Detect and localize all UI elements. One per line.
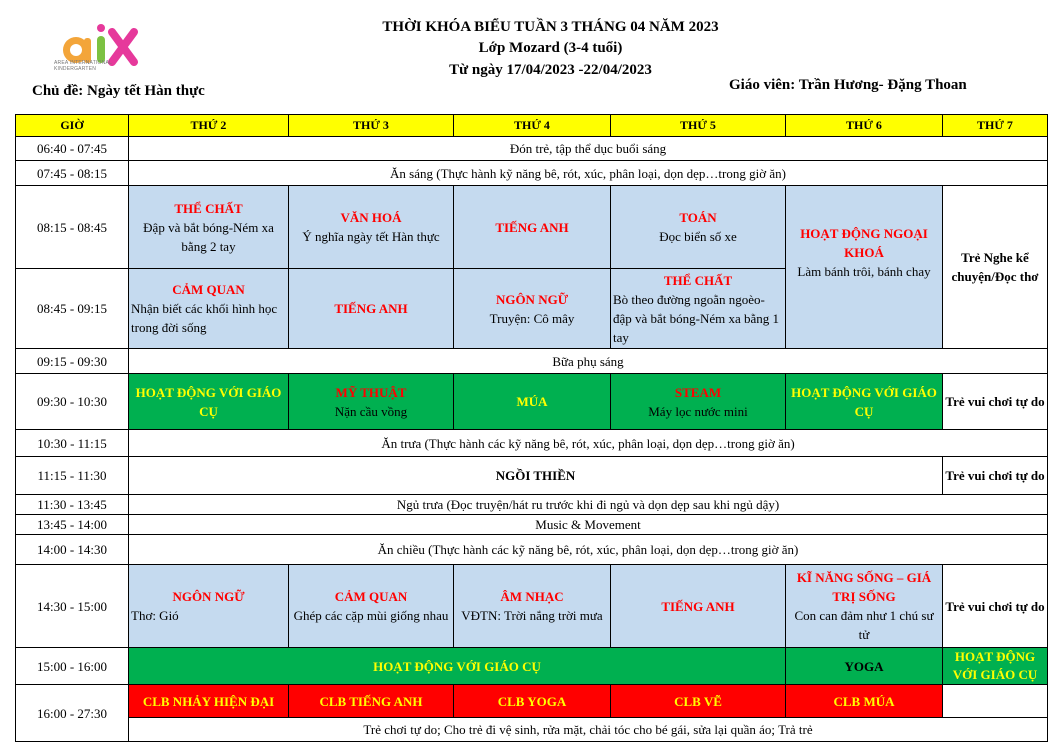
lesson-title: MỸ THUẬT	[335, 384, 407, 400]
activity-cell	[129, 648, 786, 685]
page-title: THỜI KHÓA BIỂU TUẦN 3 THÁNG 04 NĂM 2023	[382, 19, 719, 35]
lesson-detail: Ý nghĩa ngày tết Hàn thực	[302, 229, 440, 244]
lesson-detail: Đọc biển số xe	[659, 229, 737, 244]
activity-cell: Ăn trưa (Thực hành các kỹ năng bê, rót, xúc, phân loại, dọn dẹp…trong giờ ăn)	[129, 430, 1048, 457]
lesson-title: KĨ NĂNG SỐNG – GIÁ TRỊ SỐNG	[796, 570, 932, 604]
col-thu: THỨ 5	[611, 115, 786, 137]
lesson-cell	[454, 565, 611, 648]
lesson-title: TIẾNG ANH	[661, 598, 735, 614]
timetable	[15, 114, 1048, 742]
lesson-title: THỂ CHẤT	[663, 272, 733, 288]
table-row	[16, 495, 1048, 515]
lesson-detail: Đập và bắt bóng-Ném xa bằng 2 tay	[143, 219, 274, 254]
topic-label: Chủ đề: Ngày tết Hàn thực	[32, 83, 205, 99]
lesson-cell	[611, 565, 786, 648]
time-cell: 08:45 - 09:15	[16, 269, 129, 349]
col-mon: THỨ 2	[129, 115, 289, 137]
lesson-detail: Thơ: Gió	[131, 608, 179, 623]
table-row	[16, 685, 1048, 718]
club-label: CLB TIẾNG ANH	[319, 693, 423, 709]
time-cell: 11:30 - 13:45	[16, 495, 129, 515]
lesson-cell	[454, 269, 611, 349]
lesson-cell	[786, 565, 943, 648]
activity-cell: YOGA	[786, 648, 943, 685]
lesson-title: CẢM QUAN	[334, 589, 408, 604]
time-cell: 09:30 - 10:30	[16, 374, 129, 430]
lesson-title: ÂM NHẠC	[500, 589, 564, 604]
time-cell: 15:00 - 16:00	[16, 648, 129, 685]
club-label: CLB MÚA	[833, 693, 895, 709]
activity-cell: Ăn chiều (Thực hành các kỹ năng bê, rót, xúc, phân loại, dọn dẹp…trong giờ ăn)	[129, 535, 1048, 565]
time-cell: 09:15 - 09:30	[16, 349, 129, 374]
time-cell: 08:15 - 08:45	[16, 186, 129, 269]
activity-title: HOẠT ĐỘNG VỚI GIÁO CỤ	[952, 649, 1038, 682]
lesson-title: TIẾNG ANH	[495, 219, 569, 235]
lesson-title: NGÔN NGỮ	[495, 291, 569, 307]
club-label: CLB YOGA	[497, 693, 567, 709]
lesson-cell	[129, 269, 289, 349]
class-line: Lớp Mozard (3-4 tuổi)	[478, 40, 623, 56]
lesson-cell	[454, 186, 611, 269]
header-row	[16, 115, 1048, 137]
activity-cell: Music & Movement	[129, 515, 1048, 535]
club-cell	[611, 685, 786, 718]
lesson-cell	[611, 186, 786, 269]
activity-cell: Trẻ chơi tự do; Cho trẻ đi vệ sinh, rửa mặt, chải tóc cho bé gái, sửa lại quần áo; Trả trẻ	[129, 718, 1048, 742]
col-fri: THỨ 6	[786, 115, 943, 137]
time-cell: 13:45 - 14:00	[16, 515, 129, 535]
table-row	[16, 535, 1048, 565]
lesson-cell	[454, 374, 611, 430]
activity-title: HOẠT ĐỘNG VỚI GIÁO CỤ	[373, 658, 541, 674]
lesson-title: NGÔN NGỮ	[172, 589, 245, 604]
lesson-title: TIẾNG ANH	[334, 301, 408, 316]
time-cell: 11:15 - 11:30	[16, 457, 129, 495]
logo-subtitle: AREA INTERNATIONAL KINDERGARTEN	[54, 60, 112, 72]
table-row	[16, 137, 1048, 161]
col-time: GIỜ	[16, 115, 129, 137]
table-row	[16, 718, 1048, 742]
lesson-title: CẢM QUAN	[172, 282, 245, 297]
club-label: CLB NHẢY HIỆN ĐẠI	[142, 693, 275, 709]
table-row	[16, 374, 1048, 430]
table-row	[16, 186, 1048, 269]
lesson-title: VĂN HOÁ	[340, 210, 402, 225]
lesson-cell	[786, 186, 943, 349]
col-sat: THỨ 7	[943, 115, 1048, 137]
lesson-title: HOẠT ĐỘNG VỚI GIÁO CỤ	[791, 384, 937, 419]
club-cell	[454, 685, 611, 718]
date-range: Từ ngày 17/04/2023 -22/04/2023	[449, 62, 652, 78]
lesson-cell	[786, 374, 943, 430]
lesson-cell	[129, 186, 289, 269]
lesson-title: THỂ CHẤT	[174, 200, 243, 216]
empty-cell	[943, 685, 1048, 718]
time-cell: 07:45 - 08:15	[16, 161, 129, 186]
lesson-detail: Nhận biết các khối hình học trong đời sống	[131, 301, 278, 335]
time-cell: 10:30 - 11:15	[16, 430, 129, 457]
lesson-detail: Nặn cầu vồng	[334, 403, 408, 419]
col-tue: THỨ 3	[289, 115, 454, 137]
time-cell: 06:40 - 07:45	[16, 137, 129, 161]
lesson-detail: Con can đảm như 1 chú sư tử	[794, 608, 934, 642]
activity-cell: Đón trẻ, tập thể dục buổi sáng	[129, 137, 1048, 161]
club-cell	[289, 685, 454, 718]
lesson-cell	[129, 565, 289, 648]
lesson-detail: Làm bánh trôi, bánh chay	[797, 263, 931, 279]
lesson-cell	[611, 374, 786, 430]
saturday-cell: Trẻ vui chơi tự do	[943, 457, 1048, 495]
teacher-label: Giáo viên: Trần Hương- Đặng Thoan	[729, 77, 967, 93]
col-wed: THỨ 4	[454, 115, 611, 137]
saturday-cell: Trẻ vui chơi tự do	[943, 374, 1048, 430]
lesson-cell	[289, 565, 454, 648]
saturday-cell	[943, 648, 1048, 685]
saturday-cell: Trẻ Nghe kể chuyện/Đọc thơ	[943, 186, 1048, 349]
table-row	[16, 565, 1048, 648]
table-row	[16, 430, 1048, 457]
club-label: CLB VẼ	[674, 693, 722, 709]
time-cell: 16:00 - 27:30	[16, 685, 129, 742]
lesson-title: STEAM	[674, 384, 722, 400]
lesson-cell	[289, 269, 454, 349]
table-row	[16, 648, 1048, 685]
lesson-detail: Máy lọc nước mini	[648, 403, 748, 419]
lesson-title: TOÁN	[679, 210, 717, 225]
time-cell: 14:30 - 15:00	[16, 565, 129, 648]
saturday-cell: Trẻ vui chơi tự do	[943, 565, 1048, 648]
table-row	[16, 161, 1048, 186]
table-row	[16, 457, 1048, 495]
club-cell	[786, 685, 943, 718]
lesson-title: HOẠT ĐỘNG NGOẠI KHOÁ	[800, 225, 928, 260]
activity-cell: Bữa phụ sáng	[129, 349, 1048, 374]
activity-cell: NGỒI THIỀN	[129, 457, 943, 495]
time-cell: 14:00 - 14:30	[16, 535, 129, 565]
lesson-cell	[611, 269, 786, 349]
club-cell	[129, 685, 289, 718]
activity-cell: Ăn sáng (Thực hành kỹ năng bê, rót, xúc, phân loại, dọn dẹp…trong giờ ăn)	[129, 161, 1048, 186]
activity-cell: Ngủ trưa (Đọc truyện/hát ru trước khi đi ngủ và dọn dẹp sau khi ngủ dậy)	[129, 495, 1048, 515]
lesson-cell	[289, 374, 454, 430]
lesson-title: HOẠT ĐỘNG VỚI GIÁO CỤ	[135, 384, 282, 419]
lesson-detail: Truyện: Cô mây	[489, 310, 575, 326]
lesson-cell	[289, 186, 454, 269]
lesson-detail: Ghép các cặp mùi giống nhau	[293, 608, 449, 623]
lesson-title: MÚA	[516, 394, 548, 409]
lesson-cell	[129, 374, 289, 430]
table-row	[16, 515, 1048, 535]
lesson-detail: Bò theo đường ngoằn ngoèo-đập và bắt bóng-Ném xa bằng 1 tay	[613, 291, 780, 345]
table-row	[16, 349, 1048, 374]
lesson-detail: VĐTN: Trời nắng trời mưa	[461, 608, 603, 623]
